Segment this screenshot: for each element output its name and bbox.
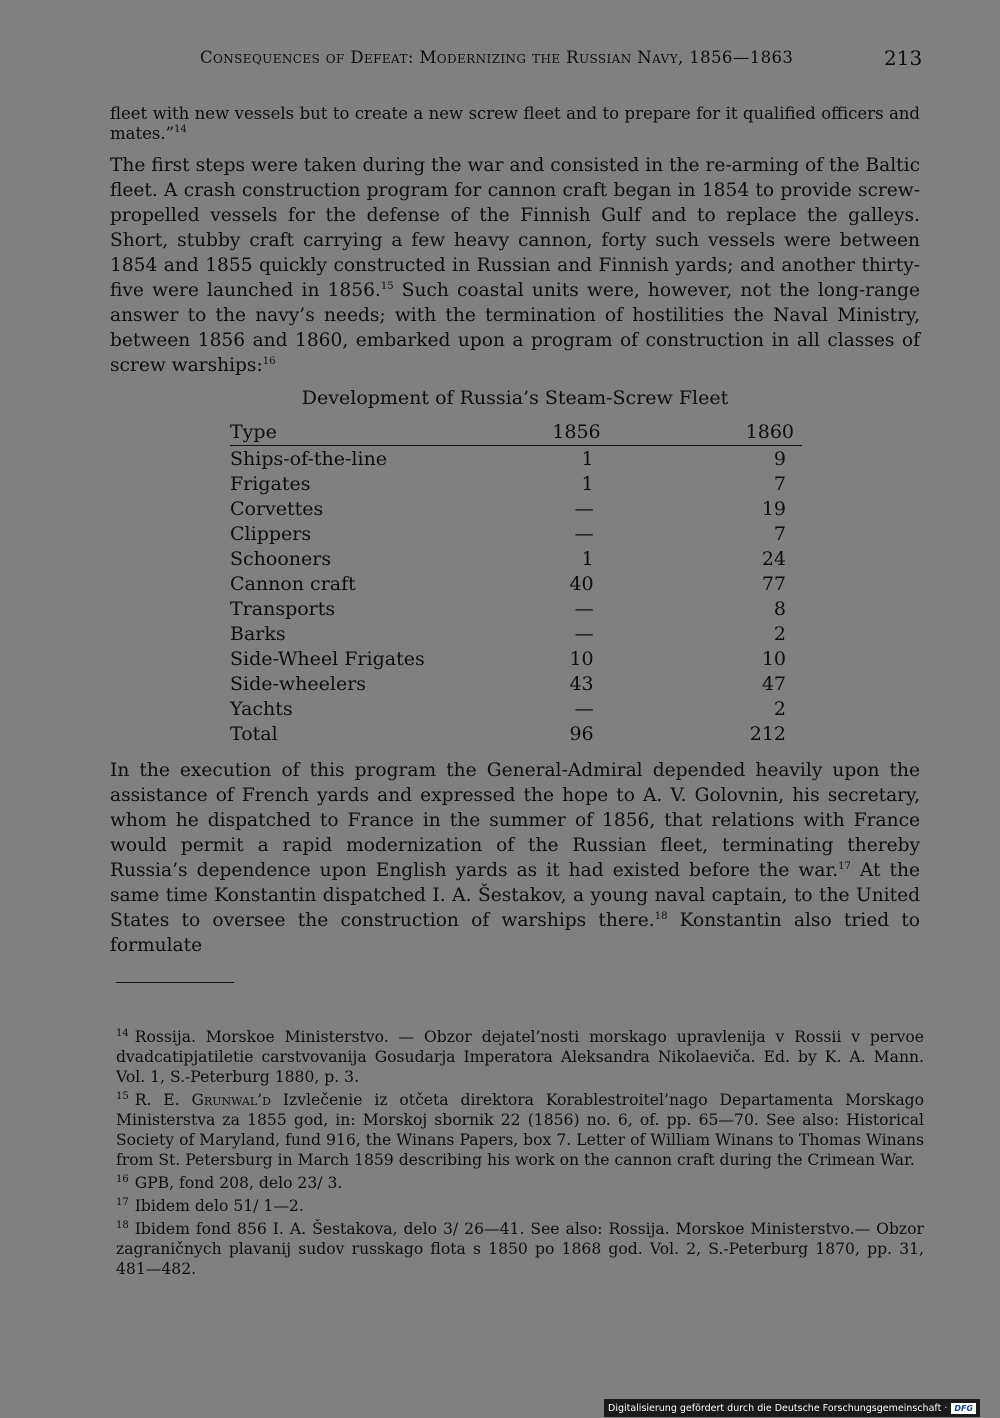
table-row xyxy=(230,621,802,646)
cell-1860: 8 xyxy=(773,597,786,620)
cell-1856: 10 xyxy=(569,647,594,670)
table-row xyxy=(230,521,802,546)
cell-type: Clippers xyxy=(230,522,312,545)
cell-1856: 43 xyxy=(569,672,594,695)
cell-type: Side-Wheel Frigates xyxy=(230,647,425,670)
cell-1856: — xyxy=(574,622,594,645)
cell-1860: 212 xyxy=(749,722,786,745)
table-row xyxy=(230,446,802,472)
funding-notice xyxy=(604,1399,980,1417)
table-header-row xyxy=(230,419,802,446)
table-row xyxy=(230,671,802,696)
cell-1860: 19 xyxy=(761,497,786,520)
table-caption: Development of Russia’s Steam-Screw Fleet xyxy=(301,387,729,409)
table-row xyxy=(230,596,802,621)
footnote-author: R. E. Grunwal’d xyxy=(134,1091,271,1109)
cell-type: Transports xyxy=(230,597,336,620)
note-ref-18[interactable]: 18 xyxy=(654,911,668,922)
footnote xyxy=(116,1193,924,1216)
footnote xyxy=(116,1216,924,1279)
cell-1860: 47 xyxy=(761,672,786,695)
cell-1856: 1 xyxy=(581,447,594,470)
footnote-text: Ibidem delo 51/ 1—2. xyxy=(134,1197,304,1215)
note-ref-17[interactable]: 17 xyxy=(838,861,851,872)
note-ref-16[interactable]: 16 xyxy=(262,356,276,367)
cell-type: Corvettes xyxy=(230,497,324,520)
page-number: 213 xyxy=(884,46,923,70)
footnote-number: 18 xyxy=(116,1220,129,1231)
paragraph-text: Such coastal units were, however, not the long-range answer to the navy’s needs; with the termination of hostilities the Naval Ministry, between 1856 and 1860, embarked upon a program of construction in all classes of screw warships: xyxy=(110,280,921,376)
cell-1856: 40 xyxy=(569,572,594,595)
cell-1860: 9 xyxy=(773,447,786,470)
cell-1860: 7 xyxy=(773,522,786,545)
cell-1856: — xyxy=(574,522,594,545)
dfg-logo: DFG xyxy=(951,1403,976,1414)
footnote-text: Rossija. Morskoe Ministerstvo. — Obzor dejatel’nosti morskago upravlenija v Rossii v pervoe dvadcatipjatiletie carstvovanija Gosudarja Imperatora Aleksandra Nikolaeviča. Ed. by K. A. Mann. Vol. 1, S.-Peterburg 1880, p. 3. xyxy=(116,1028,924,1086)
table-row xyxy=(230,721,802,746)
cell-1860: 24 xyxy=(761,547,786,570)
cell-1856: 1 xyxy=(581,547,594,570)
continued-paragraph xyxy=(110,104,920,144)
note-ref-15[interactable]: 15 xyxy=(380,281,394,292)
table-row xyxy=(230,546,802,571)
continued-text: fleet with new vessels but to create a new screw fleet and to prepare for it qualified officers and mates.” xyxy=(110,104,920,143)
table-body xyxy=(230,446,802,747)
cell-1856: — xyxy=(574,697,594,720)
paragraph-text: Konstantin also tried to formulate xyxy=(110,910,920,956)
paragraph-text: At the same time Konstantin dispatched I. A. Šestakov, a young naval captain, to the United States to oversee the construction of warships there. xyxy=(110,860,920,931)
cell-1860: 2 xyxy=(773,622,786,645)
footnote-number: 16 xyxy=(116,1174,129,1185)
table-row xyxy=(230,471,802,496)
header-type: Type xyxy=(230,419,552,446)
cell-1860: 2 xyxy=(773,697,786,720)
footnote-text: GPB, fond 208, delo 23/ 3. xyxy=(134,1174,343,1192)
footnote-divider xyxy=(116,982,234,983)
cell-type: Side-wheelers xyxy=(230,672,367,695)
paragraph-execution xyxy=(110,758,920,958)
cell-type: Cannon craft xyxy=(230,572,356,595)
footnotes xyxy=(116,1024,924,1279)
paragraph-first-steps xyxy=(110,153,920,378)
header-1860: 1860 xyxy=(746,419,802,446)
table-row xyxy=(230,496,802,521)
fleet-table xyxy=(230,419,802,746)
funding-text: Digitalisierung gefördert durch die Deutsche Forschungsgemeinschaft · xyxy=(608,1402,948,1414)
cell-type: Total xyxy=(230,722,278,745)
footnote-text: Izvlečenie iz otčeta direktora Korablestroitel’nago Departamenta Morskago Ministerstva za 1855 god, in: Morskoj sbornik 22 (1856) no. 6, of. pp. 65—70. See also: Historical Society of Maryland, fund 916, the Winans Papers, box 7. Letter of William Winans to Thomas Winans from St. Petersburg in March 1859 describing his work on the cannon craft during the Crimean War. xyxy=(116,1091,924,1169)
footnote-number: 17 xyxy=(116,1197,129,1208)
cell-1860: 10 xyxy=(761,647,786,670)
cell-1860: 77 xyxy=(761,572,786,595)
table-row xyxy=(230,571,802,596)
footnote-number: 14 xyxy=(116,1028,129,1039)
footnote-text: Ibidem fond 856 I. A. Šestakova, delo 3/ 26—41. See also: Rossija. Morskoe Ministerstvo.— Obzor zagraničnych plavanij sudov russkago flota s 1850 po 1868 god. Vol. 2, S.-Peterburg 1870, pp. 31, 481—482. xyxy=(116,1220,924,1278)
table-row xyxy=(230,646,802,671)
cell-1856: 96 xyxy=(569,722,594,745)
note-ref-14[interactable]: 14 xyxy=(174,124,187,135)
cell-type: Barks xyxy=(230,622,286,645)
footnote xyxy=(116,1170,924,1193)
cell-1860: 7 xyxy=(773,472,786,495)
paragraph-text: In the execution of this program the General-Admiral depended heavily upon the assistance of French yards and expressed the hope to A. V. Golovnin, his secretary, whom he dispatched to France in the summer of 1856, that relations with France would permit a rapid modernization of the Russian fleet, terminating thereby Russia’s dependence upon English yards as it had existed before the war. xyxy=(110,760,920,881)
cell-type: Ships-of-the-line xyxy=(230,447,388,470)
cell-type: Schooners xyxy=(230,547,332,570)
cell-1856: — xyxy=(574,597,594,620)
cell-type: Yachts xyxy=(230,697,293,720)
header-1856: 1856 xyxy=(552,419,745,446)
paragraph-text: The first steps were taken during the war and consisted in the re-arming of the Baltic fleet. A crash construction program for cannon craft began in 1854 to provide screw-propelled vessels for the defense of the Finnish Gulf and to replace the galleys. Short, stubby craft carrying a few heavy cannon, forty such vessels were between 1854 and 1855 quickly constructed in Russian and Finnish yards; and another thirty-five were launched in 1856. xyxy=(110,155,920,301)
running-title: Consequences of Defeat: Modernizing the Russian Navy, 1856—1863 xyxy=(200,48,794,67)
cell-type: Frigates xyxy=(230,472,311,495)
footnote xyxy=(116,1087,924,1170)
footnote xyxy=(116,1024,924,1087)
table-row xyxy=(230,696,802,721)
cell-1856: — xyxy=(574,497,594,520)
cell-1856: 1 xyxy=(581,472,594,495)
footnote-number: 15 xyxy=(116,1091,129,1102)
